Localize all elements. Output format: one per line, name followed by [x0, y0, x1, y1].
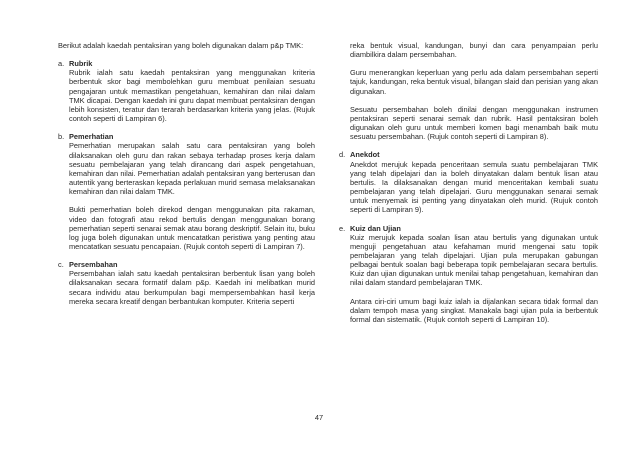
- section-title: Rubrik: [69, 59, 93, 69]
- right-column: [339, 41, 598, 324]
- section-letter: c.: [58, 260, 64, 270]
- section-title: Persembahan: [69, 260, 118, 270]
- section-paragraph: Antara ciri-ciri umum bagi kuiz ialah ia dijalankan secara tidak formal dan dalam tempoh masa yang singkat. Manakala bagi ujian pula ia berbentuk formal dan sistematik. (Rujuk contoh seperti di Lampiran 10).: [350, 296, 598, 324]
- section-title: Anekdot: [350, 150, 380, 160]
- continuation-paragraph: reka bentuk visual, kandungan, bunyi dan cara penyampaian perlu diambilkira dalam persembahan.: [350, 41, 598, 60]
- page-number: 47: [314, 413, 324, 422]
- section-paragraph: Bukti pemerhatian boleh direkod dengan menggunakan pita rakaman, video dan fotografi atau rekod bertulis dengan menggunakan borang pemerhatian seperti senarai semak atau borang deskriptif. Selain itu, buku log juga boleh digunakan untuk mencatatkan peristiwa yang penting atau mencatatkan sesuatu pencapaian. (Rujuk contoh seperti di Lampiran 7).: [69, 205, 315, 251]
- intro-paragraph: Berikut adalah kaedah pentaksiran yang boleh digunakan dalam p&p TMK:: [58, 41, 304, 50]
- section-paragraph: Anekdot merujuk kepada penceritaan semula suatu pembelajaran TMK yang telah dipelajari dan ia boleh dinyatakan dalam bentuk lisan atau bertulis. Ia dilaksanakan dengan murid menceritakan kembali suatu pembelajaran yang telah dipelajari. Guru menggunakan senarai semak untuk menyemak isi penting yang dinyatakan oleh murid. (Rujuk contoh seperti di Lampiran 9).: [350, 159, 598, 215]
- section-title: Kuiz dan Ujian: [350, 223, 401, 233]
- section-pemerhatian: [58, 132, 315, 251]
- continuation-paragraph: Guru menerangkan keperluan yang perlu ada dalam persembahan seperti tajuk, kandungan, reka bentuk visual, bilangan slaid dan perisian yang akan digunakan.: [350, 68, 598, 96]
- section-letter: e.: [339, 223, 346, 233]
- section-paragraph: Pemerhatian merupakan salah satu cara pentaksiran yang boleh dilaksanakan oleh guru dan rakan sebaya terhadap proses kerja dalam sesuatu pembelajaran yang telah dirancang dari aspek pengetahuan, kemahiran dan nilai. Pemerhatian adalah pentaksiran yang berterusan dan autentik yang berteraskan kepada perlakuan murid semasa melaksanakan kemahiran dan nilai dalam TMK.: [69, 141, 315, 197]
- section-persembahan: [58, 260, 315, 306]
- section-paragraph: Persembahan ialah satu kaedah pentaksiran berbentuk lisan yang boleh dilaksanakan secara formatif dalam p&p. Kaedah ini melibatkan murid secara individu atau berkumpulan bagi mempersembahkan hasil kerja mereka secara kreatif dengan berbantukan komputer. Kriteria seperti: [69, 269, 315, 306]
- section-letter: a.: [58, 59, 65, 69]
- section-anekdot: [339, 150, 598, 214]
- section-rubrik: [58, 59, 315, 123]
- section-letter: d.: [339, 150, 346, 160]
- persembahan-continuation: [339, 41, 598, 141]
- section-paragraph: Rubrik ialah satu kaedah pentaksiran yang menggunakan kriteria berbentuk skor bagi membolehkan guru membuat penilaian sesuatu pengajaran untuk memastikan pengetahuan, kemahiran dan nilai dalam TMK dicapai. Dengan kaedah ini guru dapat membuat pentaksiran dengan lebih konsisten, teratur dan terarah berdasarkan kriteria yang jelas. (Rujuk contoh seperti di Lampiran 6).: [69, 68, 315, 124]
- section-letter: b.: [58, 132, 65, 142]
- section-title: Pemerhatian: [69, 132, 114, 142]
- left-column: [58, 41, 315, 306]
- section-kuiz-dan-ujian: [339, 224, 598, 325]
- section-paragraph: Kuiz merujuk kepada soalan lisan atau bertulis yang digunakan untuk menguji pengetahuan atau kefahaman murid mengenai satu topik pembelajaran yang telah dipelajari. Ujian pula merupakan gabungan pelbagai bentuk soalan bagi beberapa topik pembelajaran secara bertulis. Kuiz dan ujian digunakan untuk menilai tahap pengetahuan, kemahiran dan nilai dalam standard pembelajaran TMK.: [350, 232, 598, 288]
- continuation-paragraph: Sesuatu persembahan boleh dinilai dengan menggunakan instrumen pentaksiran seperti senarai semak dan rubrik. Hasil pentaksiran boleh digunakan oleh guru untuk memberi komen bagi menambah baik mutu sesuatu persembahan. (Rujuk contoh seperti di Lampiran 8).: [350, 104, 598, 142]
